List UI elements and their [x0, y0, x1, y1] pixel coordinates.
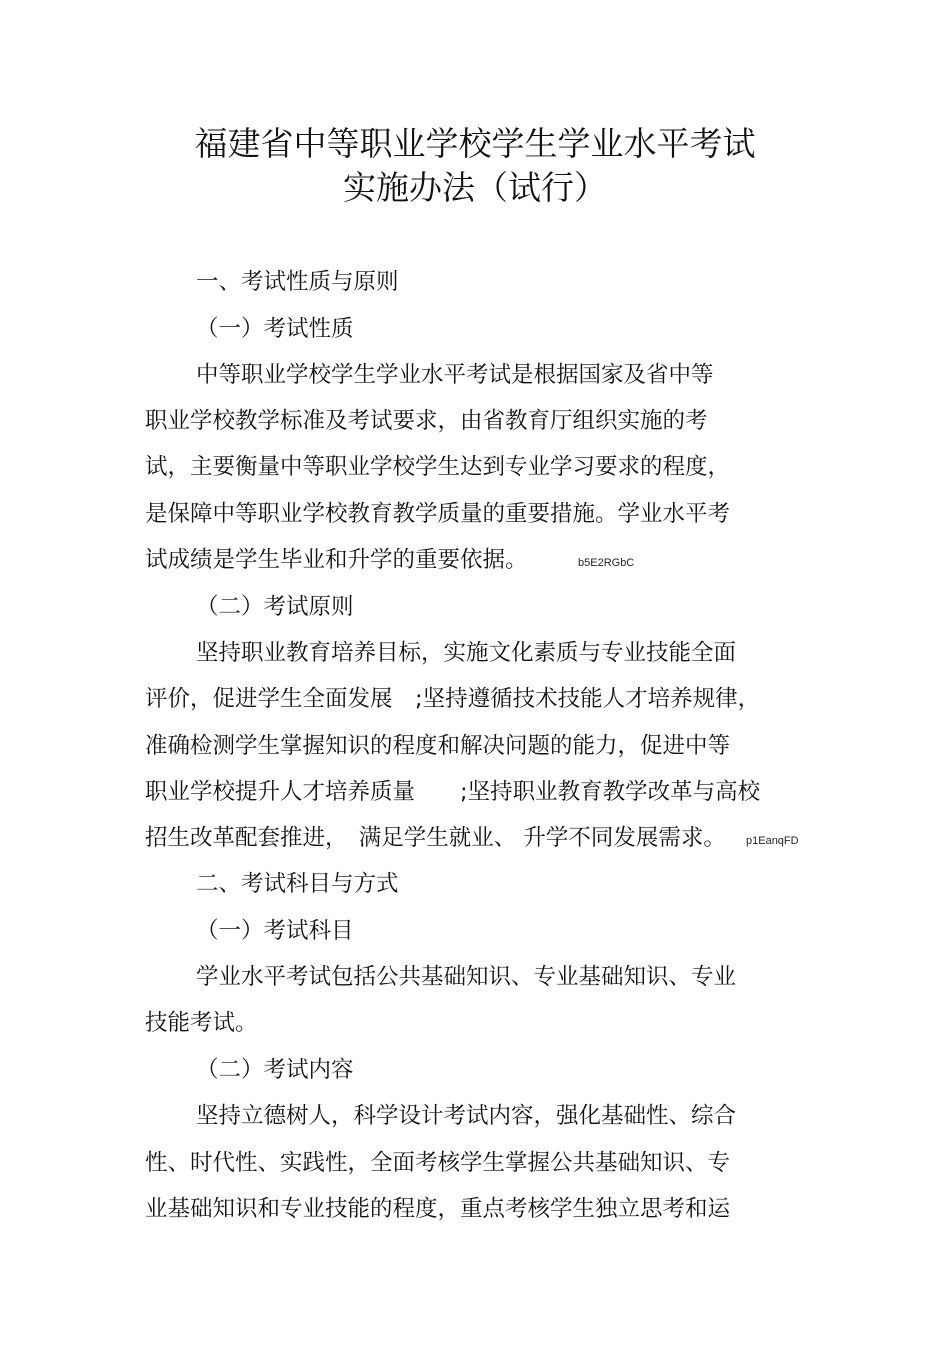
section-heading: 二、考试科目与方式	[196, 871, 399, 897]
paragraph-line: 试成绩是学生毕业和升学的重要依据。	[145, 547, 528, 573]
subsection-heading: （一）考试科目	[196, 918, 354, 944]
paragraph-line: 职业学校教学标准及考试要求，由省教育厅组织实施的考	[145, 408, 708, 434]
paragraph-line: 性、时代性、实践性，全面考核学生掌握公共基础知识、专	[145, 1150, 731, 1176]
paragraph-line: 中等职业学校学生学业水平考试是根据国家及省中等	[196, 362, 714, 388]
paragraph-line: 招生改革配套推进， 满足学生就业、 升学不同发展需求。	[145, 825, 726, 851]
paragraph-line: 准确检测学生掌握知识的程度和解决问题的能力，促进中等	[145, 733, 731, 759]
subsection-heading: （二）考试内容	[196, 1057, 354, 1083]
paragraph-line: 评价，促进学生全面发展 ;坚持遵循技术技能人才培养规律，	[145, 686, 761, 712]
section-heading: 一、考试性质与原则	[196, 269, 399, 295]
subsection-heading: （一）考试性质	[196, 316, 354, 342]
document-code: p1EanqFD	[746, 835, 799, 847]
paragraph-line: 坚持职业教育培养目标，实施文化素质与专业技能全面	[196, 640, 737, 666]
paragraph-line: 坚持立德树人，科学设计考试内容，强化基础性、综合	[196, 1103, 737, 1129]
document-title-line-1: 福建省中等职业学校学生学业水平考试	[194, 124, 756, 163]
document-code: b5E2RGbC	[578, 557, 635, 569]
paragraph-line: 业基础知识和专业技能的程度，重点考核学生独立思考和运	[145, 1196, 731, 1222]
document-title-line-2: 实施办法（试行）	[343, 168, 607, 207]
subsection-heading: （二）考试原则	[196, 594, 354, 620]
paragraph-line: 技能考试。	[145, 1010, 258, 1036]
paragraph-line: 学业水平考试包括公共基础知识、专业基础知识、专业	[196, 964, 737, 990]
paragraph-line: 是保障中等职业学校教育教学质量的重要措施。学业水平考	[145, 501, 731, 527]
paragraph-line: 试，主要衡量中等职业学校学生达到专业学习要求的程度，	[145, 454, 731, 480]
paragraph-line: 职业学校提升人才培养质量 ;坚持职业教育教学改革与高校	[145, 779, 761, 805]
